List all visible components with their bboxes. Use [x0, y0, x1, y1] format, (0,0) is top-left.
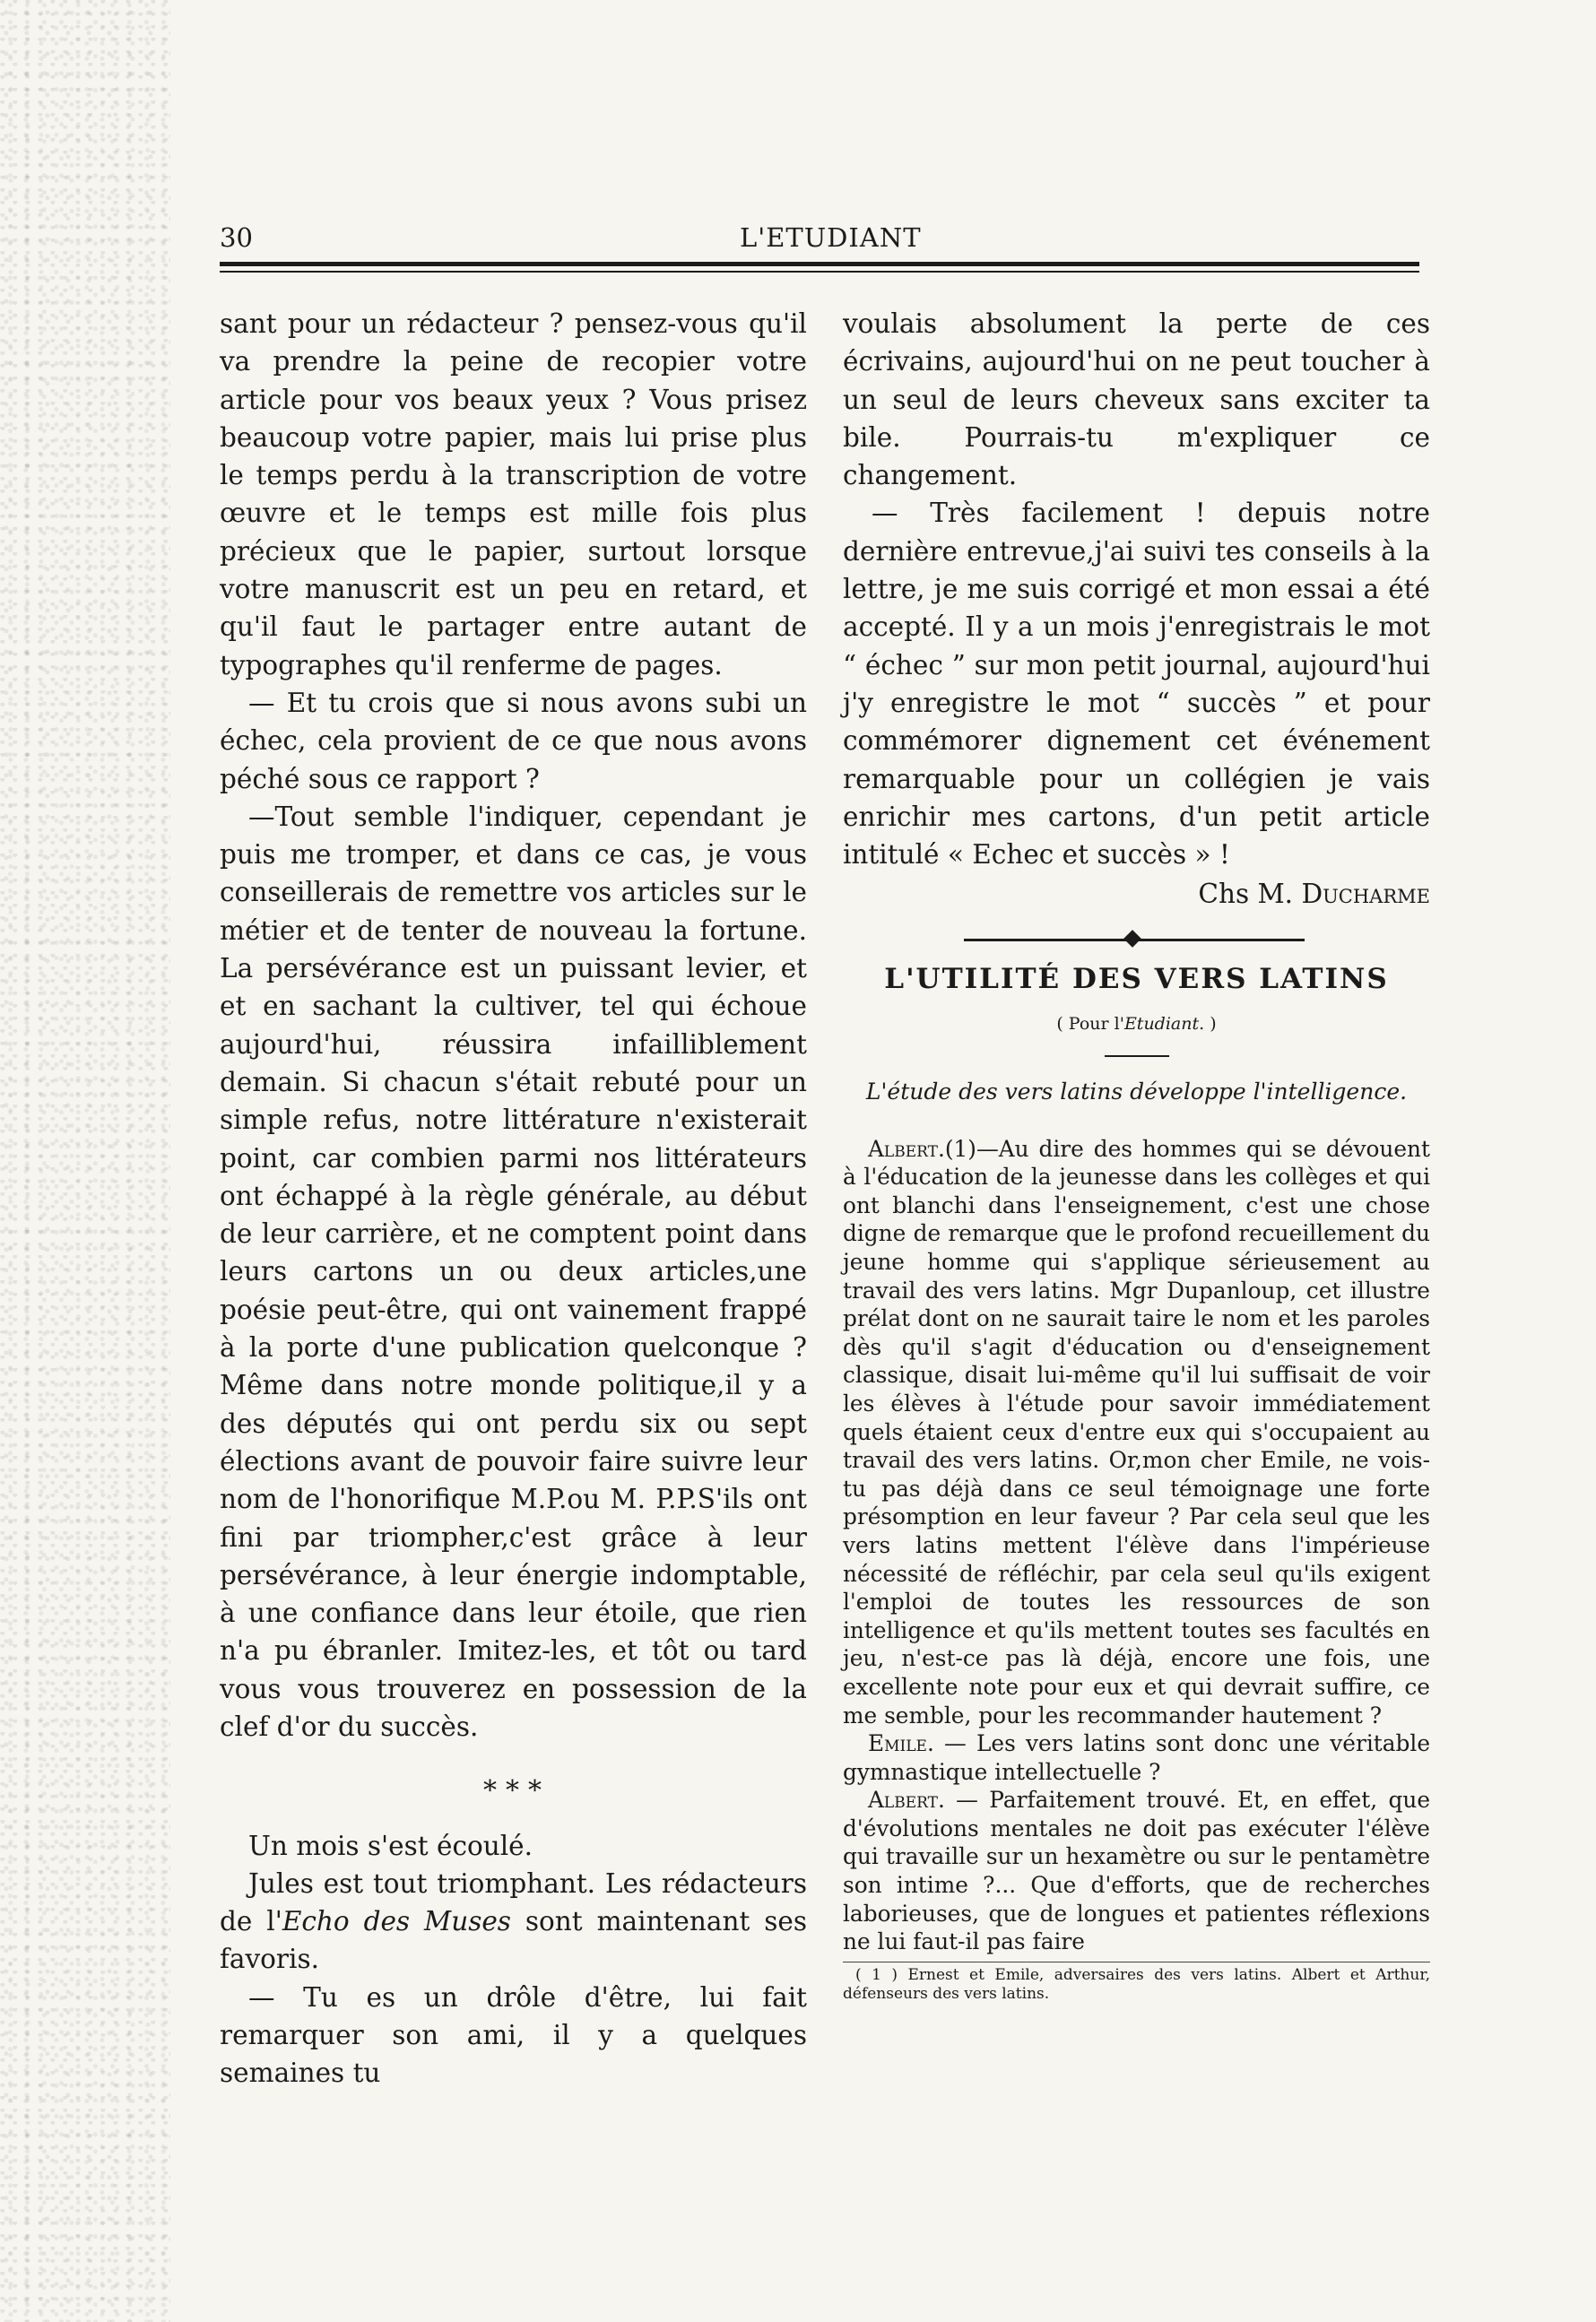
right-paragraph-1: voulais absolument la perte de ces écrivains, aujourd'hui on ne peut toucher à un seul de leurs cheveux sans exciter ta bile. Pourrais-tu m'expliquer ce changement.: [843, 308, 1430, 491]
left-paragraph-1: sant pour un rédacteur ? pensez-vous qu'il va prendre la peine de recopier votre article pour vos beaux yeux ? Vous prisez beaucoup votre papier, mais lui prise plus le temps perdu à la transcription de votre œuvre et le temps est mille fois plus précieux que le papier, surtout lorsque votre manuscrit est un peu en retard, et qu'il faut le partager entre autant de typographes qu'il renferme de pages.: [220, 308, 807, 680]
speaker-albert-2: Albert: [868, 1787, 938, 1814]
left-paragraph-3: —Tout semble l'indiquer, cependant je puis me tromper, et dans ce cas, je vous conseillerais de remettre vos articles sur le métier et de tenter de nouveau la fortune. La persévérance est un puissant levier, et et en sachant la cultiver, tel qui échoue aujourd'hui, réussira infailliblement demain. Si chacun s'était rebuté pour un simple refus, notre littérature n'existerait point, car combien parmi nos littérateurs ont échappé à la règle générale, au début de leur carrière, et ne comptent point dans leurs cartons un ou deux articles,une poésie peut-être, qui ont vainement frappé à la porte d'une publication quelconque ? Même dans notre monde politique,il y a des députés qui ont perdu six ou sept élections avant de pouvoir faire suivre leur nom de l'honorifique M.P.ou M. P.P.S'ils ont fini par triompher,c'est grâce à leur persévérance, à leur énergie indomptable, à une confiance dans leur étoile, que rien n'a pu ébranler. Imitez-les, et tôt ou tard vous vous trouverez en possession de la clef d'or du succès.: [220, 801, 807, 1742]
p5-text-before: Jules est tout triomphant. Les rédacteurs de l': [220, 1867, 807, 1937]
header-rule-thick: [220, 262, 1419, 266]
page-header: [220, 215, 1421, 260]
speaker-emile: Emile: [868, 1730, 927, 1757]
speaker-albert: Albert: [868, 1135, 938, 1162]
p5-text-after: sont maintenant ses favoris.: [220, 1906, 808, 1975]
article-title: L'UTILITÉ DES VERS LATINS: [884, 962, 1389, 995]
echo-des-muses-title: Echo des Muses: [282, 1906, 511, 1937]
article-source: [843, 1005, 1430, 1043]
dialogue-text-1: .(1)—Au dire des hommes qui se dévouent à l'éducation de la jeunesse dans les collèges et qui ont blanchi dans l'enseignement, c'est une chose digne de remarque que le profond recueillement du jeune homme qui s'applique sérieusement au travail des vers latins. Mgr Dupanloup, cet illustre prélat dont on ne saurait taire le nom et les paroles dès qu'il s'agit d'éducation ou d'enseignement classique, disait lui-même qu'il lui suffisait de voir les élèves à l'étude pour savoir immédiatement quels étaient ceux d'entre eux qui s'occupaient au travail des vers latins. Or,mon cher Emile, ne vois-tu pas déjà dans ce seul témoignage une forte présomption en leur faveur ? Par cela seul que les vers latins mettent l'élève dans l'impérieuse nécessité de réfléchir, par cela seul qu'ils exigent l'emploi de toutes les ressources de son intelligence et qu'ils mettent toutes ses facultés en jeu, n'est-ce pas là déjà, encore une fois, une excellente note pour eux et qui devrait suffire, ce me semble, pour les recommander hautement ?: [843, 1135, 1430, 1729]
left-paragraph-2: — Et tu crois que si nous avons subi un échec, cela provient de ce que nous avons péché sous ce rapport ?: [220, 687, 807, 794]
title-short-rule: [1105, 1055, 1169, 1057]
footnote: ( 1 ) Ernest et Emile, adversaires des vers latins. Albert et Arthur, défenseurs des vers latins.: [843, 1965, 1430, 2003]
dialogue-albert-1: [843, 1135, 1430, 1729]
signature-name: Ducharme: [1301, 879, 1430, 910]
page-number: 30: [220, 222, 253, 253]
source-italic: Etudiant: [1123, 1014, 1200, 1035]
ornament-diamond-icon: [1123, 930, 1141, 948]
dialogue-text-2: . — Les vers latins sont donc une véritable gymnastique intellectuelle ?: [843, 1730, 1430, 1785]
source-before: ( Pour l': [1056, 1014, 1124, 1035]
section-ornament: [843, 926, 1430, 953]
dialogue-text-3: . — Parfaitement trouvé. Et, en effet, que d'évolutions mentales ne doit pas exécuter l'élève qui travaille sur un hexamètre ou sur le pentamètre son intime ?... Que d'efforts, que de recherches laborieuses, que de longues et patientes réflexions ne lui faut-il pas faire: [843, 1787, 1430, 1955]
right-paragraph-2: — Très facilement ! depuis notre dernière entrevue,j'ai suivi tes conseils à la lettre, je me suis corrigé et mon essai a été accepté. Il y a un mois j'enregistrais le mot “ échec ” sur mon petit journal, aujourd'hui j'y enregistre le mot “ succès ” et pour commémorer dignement cet événement remarquable pour un collégien je vais enrichir mes cartons, d'un petit article intitulé « Echec et succès » !: [843, 498, 1430, 871]
section-break-stars: * * *: [483, 1775, 543, 1807]
author-signature: [843, 875, 1430, 913]
source-after: . ): [1199, 1014, 1217, 1035]
left-paragraph-5: [220, 1865, 807, 1979]
left-paragraph-4: Un mois s'est écoulé.: [248, 1830, 533, 1861]
journal-title: L'ETUDIANT: [740, 222, 922, 253]
header-rule-thin: [220, 271, 1419, 273]
dialogue-block: [843, 1135, 1430, 1956]
left-paragraph-6: — Tu es un drôle d'être, lui fait remarquer son ami, il y a quelques semaines tu: [220, 1981, 807, 2089]
article-subtitle: L'étude des vers latins développe l'intelligence.: [865, 1079, 1408, 1105]
right-column: [843, 305, 1430, 2004]
dialogue-emile-1: [843, 1729, 1430, 1786]
left-column: [220, 305, 807, 2092]
signature-prefix: Chs M.: [1198, 879, 1302, 910]
scan-speckle-margin: [0, 0, 170, 2322]
dialogue-albert-2: [843, 1786, 1430, 1956]
